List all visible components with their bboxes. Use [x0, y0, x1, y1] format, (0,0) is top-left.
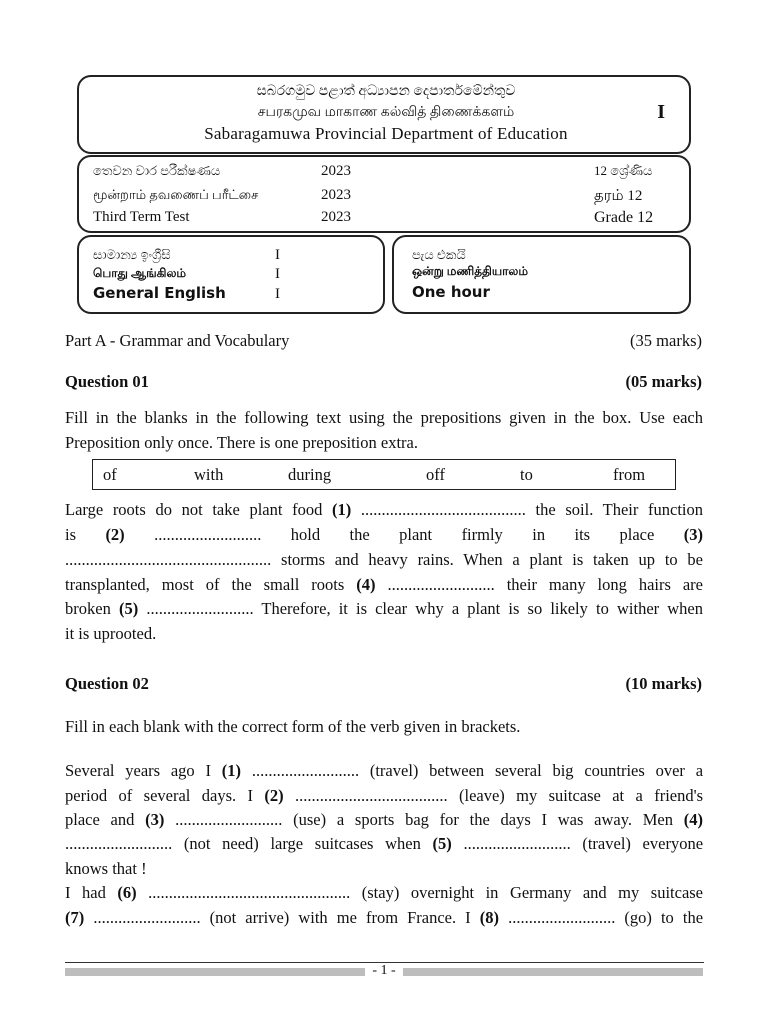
- term-box: [77, 155, 691, 233]
- q2-text-line6: I had (6) ................................................. (stay) overnight in Germany and my suitcase: [65, 883, 704, 902]
- term-year: 2023: [321, 209, 351, 225]
- footer-bar-right: [403, 968, 703, 976]
- blank-number: (6): [117, 883, 137, 902]
- word-option: from: [613, 465, 646, 484]
- subject-part: I: [275, 247, 280, 263]
- subject-name: General English: [93, 284, 226, 302]
- blank-number: (5): [118, 599, 139, 618]
- blank-number: (8): [479, 908, 500, 927]
- term-grade: தரம் 12: [594, 188, 643, 204]
- footer-bar-left: [65, 968, 365, 976]
- blank-number: (4): [683, 810, 704, 829]
- word-option: to: [520, 465, 533, 484]
- duration-english: One hour: [412, 283, 490, 301]
- q2-marks: (10 marks): [625, 674, 702, 693]
- q2-text-line2: period of several days. I (2) ..................................... (leave) my suitcase at a friend's: [65, 786, 703, 805]
- q2-instruction: Fill in each blank with the correct form of the verb given in brackets.: [65, 717, 521, 736]
- subject-part: I: [275, 266, 280, 282]
- blank-number: (2): [264, 786, 284, 805]
- word-option: of: [103, 465, 117, 484]
- q1-instruction-line1: Fill in the blanks in the following text using the prepositions given in the box. Use each: [65, 408, 703, 427]
- q1-title: Question 01: [65, 372, 149, 391]
- blank-number: (5): [432, 834, 452, 853]
- q1-text-line4: transplanted, most of the small roots (4) .......................... their many long hairs are: [65, 575, 703, 594]
- word-option: with: [194, 465, 224, 484]
- q1-text-line6: it is uprooted.: [65, 624, 157, 643]
- duration-box: [392, 235, 691, 314]
- blank-number: (1): [332, 500, 352, 519]
- q1-text-line1: Large roots do not take plant food (1) ........................................ the soil. Their function: [65, 500, 704, 519]
- header-box: [77, 75, 691, 154]
- blank-number: (7): [65, 908, 85, 927]
- q1-text-line3: .................................................. storms and heavy rains. When a plant is taken up to be: [65, 550, 703, 569]
- part-a-title: Part A - Grammar and Vocabulary: [65, 331, 290, 350]
- english-department: Sabaragamuwa Provincial Department of Education: [204, 124, 568, 143]
- q2-text-line3: place and (3) .......................... (use) a sports bag for the days I was away. Men (4): [65, 810, 704, 829]
- q2-text-line4: .......................... (not need) large suitcases when (5) .......................... (travel) everyone: [65, 834, 704, 853]
- duration-sinhala: පැය එකයි: [412, 247, 466, 262]
- q2-title: Question 02: [65, 674, 149, 693]
- blank-number: (3): [145, 810, 165, 829]
- page-number: - 1 -: [372, 963, 396, 978]
- tamil-department: சபரகமுவ மாகாண கல்வித் திணைக்களம்: [257, 105, 515, 120]
- term-name: மூன்றாம் தவணைப் பரீட்சை: [93, 187, 259, 202]
- term-year: 2023: [321, 163, 351, 179]
- q1-text-line2: is (2) .......................... hold the plant firmly in its place (3): [65, 525, 703, 544]
- term-grade: Grade 12: [594, 209, 654, 226]
- q2-text-line5: knows that !: [65, 859, 147, 878]
- q1-marks: (05 marks): [625, 372, 702, 391]
- part-a-marks: (35 marks): [630, 331, 702, 350]
- subject-name: සාමාන්‍ය ඉංග්‍රීසි: [93, 247, 171, 262]
- term-grade: 12 ශ්‍රේණිය: [594, 163, 653, 178]
- q1-instruction-line2: Preposition only once. There is one preposition extra.: [65, 433, 418, 452]
- preposition-box: [92, 459, 676, 490]
- term-name: තෙවන වාර පරීක්ෂණය: [93, 163, 221, 178]
- subject-part: I: [275, 286, 280, 302]
- blank-number: (3): [683, 525, 703, 544]
- duration-tamil: ஒன்று மணித்தியாலம்: [412, 264, 529, 278]
- q1-text-line5: broken (5) .......................... Therefore, it is clear why a plant is so likely to wither when: [65, 599, 703, 618]
- blank-number: (1): [221, 761, 242, 780]
- term-name: Third Term Test: [93, 209, 190, 225]
- blank-number: (2): [105, 525, 125, 544]
- paper-number: I: [657, 101, 665, 123]
- q2-text-line1: Several years ago I (1) .......................... (travel) between several big countries over a: [65, 761, 704, 780]
- subject-name: பொது ஆங்கிலம்: [93, 266, 187, 280]
- sinhala-department: සබරගමුව පළාත් අධ්‍යාපන දෙපාර්තමේන්තුව: [256, 84, 516, 99]
- subject-box: [77, 235, 385, 314]
- q2-text-line7: (7) .......................... (not arrive) with me from France. I (8) .......................... (go) to the: [65, 908, 704, 927]
- term-year: 2023: [321, 187, 351, 203]
- word-option: off: [426, 465, 445, 484]
- blank-number: (4): [356, 575, 376, 594]
- word-option: during: [288, 465, 332, 484]
